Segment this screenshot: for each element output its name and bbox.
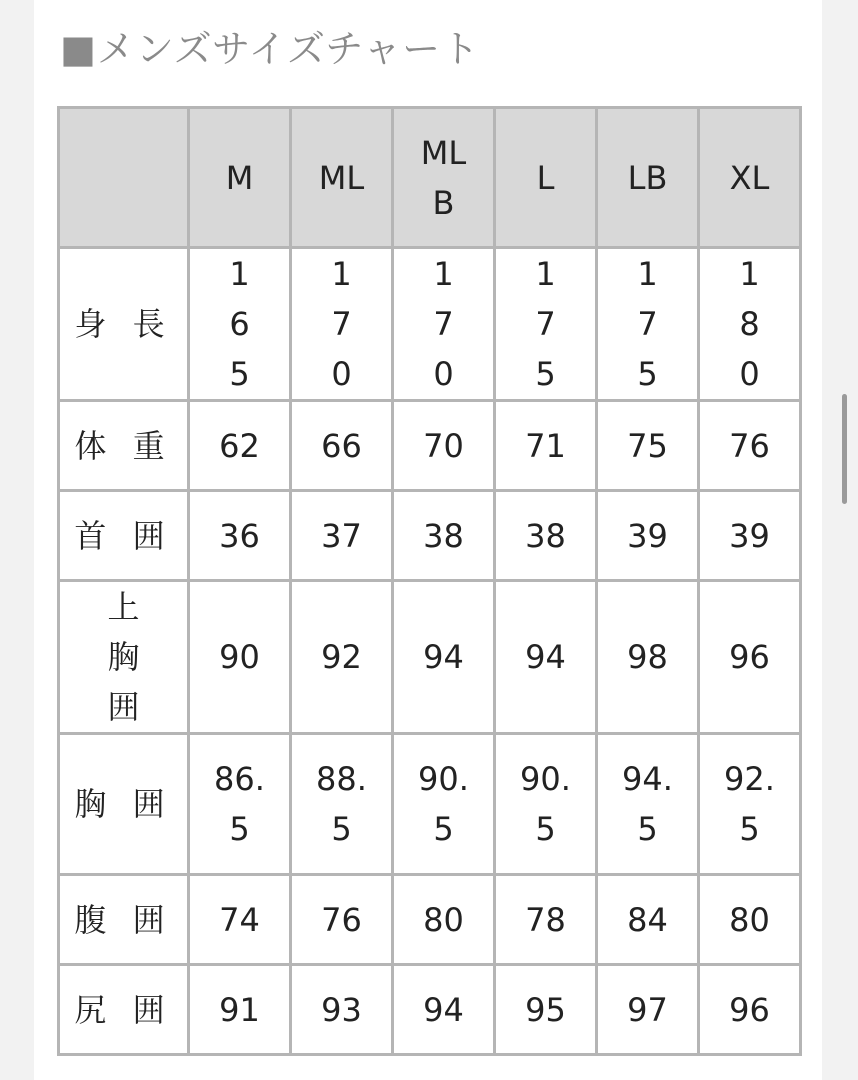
table-cell: 170 xyxy=(393,248,495,401)
size-chart-table xyxy=(57,106,802,1056)
table-cell: 94 xyxy=(393,965,495,1055)
table-cell: 88.5 xyxy=(291,734,393,875)
table-cell: 71 xyxy=(495,401,597,491)
table-row xyxy=(59,491,801,581)
row-label-neck: 首 囲 xyxy=(59,491,189,581)
table-cell: 39 xyxy=(597,491,699,581)
table-cell: 92.5 xyxy=(699,734,801,875)
table-cell: 78 xyxy=(495,875,597,965)
table-cell: 95 xyxy=(495,965,597,1055)
table-cell: 93 xyxy=(291,965,393,1055)
table-cell: 38 xyxy=(393,491,495,581)
row-label-hip: 尻 囲 xyxy=(59,965,189,1055)
table-cell: 38 xyxy=(495,491,597,581)
table-cell: 80 xyxy=(393,875,495,965)
table-cell: 96 xyxy=(699,965,801,1055)
table-cell: 92 xyxy=(291,581,393,734)
column-header-l: L xyxy=(495,108,597,248)
table-cell: 94 xyxy=(393,581,495,734)
table-cell: 98 xyxy=(597,581,699,734)
table-cell: 94 xyxy=(495,581,597,734)
column-header-xl: XL xyxy=(699,108,801,248)
column-header-mlb: MLB xyxy=(393,108,495,248)
table-row xyxy=(59,581,801,734)
row-label-waist: 腹 囲 xyxy=(59,875,189,965)
table-cell: 90 xyxy=(189,581,291,734)
table-cell: 94.5 xyxy=(597,734,699,875)
row-label-chest: 胸 囲 xyxy=(59,734,189,875)
table-cell: 80 xyxy=(699,875,801,965)
table-cell: 91 xyxy=(189,965,291,1055)
table-cell: 74 xyxy=(189,875,291,965)
table-cell: 175 xyxy=(495,248,597,401)
table-cell: 36 xyxy=(189,491,291,581)
table-cell: 76 xyxy=(291,875,393,965)
column-header-lb: LB xyxy=(597,108,699,248)
row-label-height: 身 長 xyxy=(59,248,189,401)
table-row xyxy=(59,401,801,491)
table-cell: 76 xyxy=(699,401,801,491)
table-row xyxy=(59,965,801,1055)
table-cell: 90.5 xyxy=(393,734,495,875)
table-cell: 84 xyxy=(597,875,699,965)
table-cell: 62 xyxy=(189,401,291,491)
table-cell: 97 xyxy=(597,965,699,1055)
table-cell: 66 xyxy=(291,401,393,491)
row-label-upper-chest: 上胸囲 xyxy=(59,581,189,734)
column-header-ml: ML xyxy=(291,108,393,248)
table-cell: 86.5 xyxy=(189,734,291,875)
table-cell: 180 xyxy=(699,248,801,401)
table-cell: 175 xyxy=(597,248,699,401)
table-cell: 96 xyxy=(699,581,801,734)
table-row xyxy=(59,734,801,875)
header-corner-cell xyxy=(59,108,189,248)
table-row xyxy=(59,248,801,401)
table-cell: 90.5 xyxy=(495,734,597,875)
row-label-weight: 体 重 xyxy=(59,401,189,491)
table-cell: 165 xyxy=(189,248,291,401)
table-cell: 170 xyxy=(291,248,393,401)
vertical-scrollbar[interactable] xyxy=(842,394,847,504)
table-row xyxy=(59,875,801,965)
header-row xyxy=(59,108,801,248)
column-header-m: M xyxy=(189,108,291,248)
table-cell: 39 xyxy=(699,491,801,581)
table-cell: 37 xyxy=(291,491,393,581)
table-cell: 75 xyxy=(597,401,699,491)
page-title: ■メンズサイズチャート xyxy=(60,27,481,71)
table-cell: 70 xyxy=(393,401,495,491)
